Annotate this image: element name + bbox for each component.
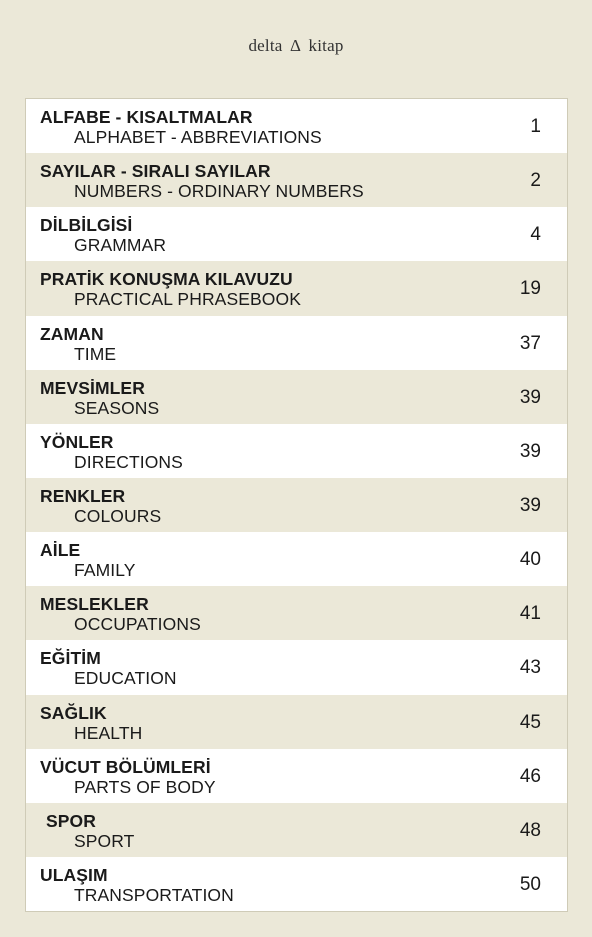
- toc-title-turkish: PRATİK KONUŞMA KILAVUZU: [40, 269, 293, 290]
- toc-page-number: 37: [519, 332, 541, 354]
- toc-title-english: COLOURS: [74, 505, 162, 526]
- toc-page-number: 43: [519, 657, 541, 679]
- toc-title-english: TIME: [74, 343, 117, 364]
- toc-title-english: PRACTICAL PHRASEBOOK: [74, 289, 301, 310]
- toc-page-number: 1: [530, 116, 541, 137]
- toc-title-english: SEASONS: [74, 397, 160, 418]
- toc-page-number: 48: [519, 819, 541, 841]
- toc-title-turkish: SAYILAR - SIRALI SAYILAR: [40, 161, 271, 182]
- toc-row-parts-of-body[interactable]: [26, 749, 567, 803]
- toc-title-turkish: DİLBİLGİSİ: [40, 215, 133, 236]
- toc-page-number: 41: [519, 603, 541, 625]
- toc-row-alphabet[interactable]: [26, 99, 567, 153]
- toc-row-seasons[interactable]: [26, 370, 567, 424]
- publisher-logo: [0, 36, 592, 56]
- toc-page-number: 39: [519, 440, 541, 462]
- toc-page-number: 2: [530, 170, 541, 192]
- toc-title-english: GRAMMAR: [74, 235, 167, 256]
- toc-title-english: FAMILY: [74, 560, 136, 581]
- toc-row-health[interactable]: [26, 695, 567, 749]
- toc-title-english: TRANSPORTATION: [74, 884, 234, 905]
- toc-row-numbers[interactable]: [26, 153, 567, 207]
- delta-icon: Δ: [289, 36, 302, 55]
- toc-row-time[interactable]: [26, 316, 567, 370]
- table-of-contents: [25, 98, 568, 912]
- toc-row-directions[interactable]: [26, 424, 567, 478]
- toc-row-family[interactable]: [26, 532, 567, 586]
- toc-page-number: 39: [519, 386, 541, 408]
- toc-title-turkish: SPOR: [46, 810, 96, 831]
- toc-title-turkish: AİLE: [40, 540, 81, 561]
- toc-title-turkish: ULAŞIM: [40, 864, 108, 885]
- toc-title-english: SPORT: [74, 830, 135, 851]
- publisher-name-right: kitap: [308, 36, 344, 55]
- toc-title-turkish: SAĞLIK: [40, 702, 107, 723]
- toc-title-turkish: VÜCUT BÖLÜMLERİ: [40, 756, 211, 777]
- toc-title-english: HEALTH: [74, 722, 143, 743]
- toc-page-number: 4: [530, 224, 541, 246]
- toc-row-grammar[interactable]: [26, 207, 567, 261]
- toc-row-occupations[interactable]: [26, 586, 567, 640]
- toc-title-turkish: MEVSİMLER: [40, 377, 145, 398]
- toc-row-transportation[interactable]: [26, 857, 567, 911]
- toc-title-turkish: ALFABE - KISALTMALAR: [40, 107, 253, 127]
- toc-title-english: EDUCATION: [74, 668, 177, 689]
- toc-page-number: 19: [519, 278, 541, 300]
- toc-title-turkish: YÖNLER: [40, 431, 114, 452]
- toc-title-english: ALPHABET - ABBREVIATIONS: [74, 127, 322, 147]
- toc-title-turkish: EĞİTİM: [40, 648, 101, 669]
- toc-row-colours[interactable]: [26, 478, 567, 532]
- toc-page-number: 40: [519, 549, 541, 571]
- toc-title-turkish: RENKLER: [40, 485, 126, 506]
- toc-title-english: DIRECTIONS: [74, 451, 183, 472]
- toc-page-number: 50: [519, 873, 541, 895]
- toc-title-english: PARTS OF BODY: [74, 776, 216, 797]
- toc-title-english: OCCUPATIONS: [74, 614, 201, 635]
- toc-row-phrasebook[interactable]: [26, 261, 567, 315]
- toc-title-turkish: MESLEKLER: [40, 594, 149, 615]
- toc-page-number: 45: [519, 711, 541, 733]
- toc-page-number: 39: [519, 494, 541, 516]
- toc-page-number: 46: [519, 765, 541, 787]
- publisher-name-left: delta: [248, 36, 283, 55]
- toc-title-english: NUMBERS - ORDINARY NUMBERS: [74, 181, 364, 202]
- toc-row-education[interactable]: [26, 640, 567, 694]
- toc-title-turkish: ZAMAN: [40, 323, 104, 344]
- toc-row-sport[interactable]: [26, 803, 567, 857]
